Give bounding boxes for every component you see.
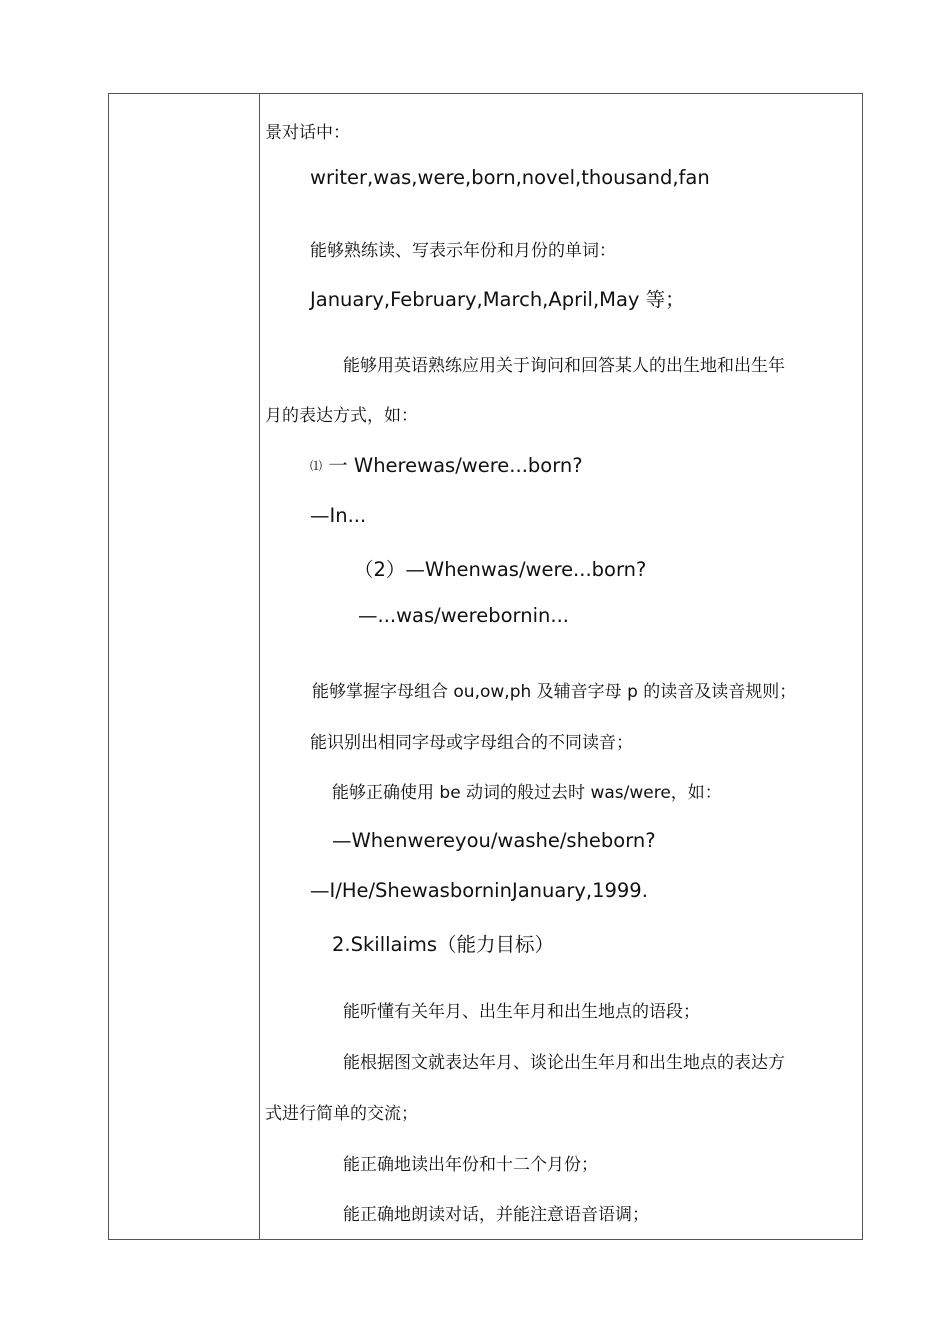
text-line: 能够用英语熟练应用关于询问和回答某人的出生地和出生年	[343, 356, 785, 376]
example-line: —I/He/ShewasborninJanuary,1999.	[310, 879, 648, 902]
section-heading: 2.Skillaims（能力目标）	[332, 933, 555, 956]
text-line: 式进行简单的交流；	[265, 1104, 418, 1124]
months-line: January,February,March,April,May 等；	[310, 288, 685, 311]
text-line: 能听懂有关年月、出生年月和出生地点的语段；	[343, 1002, 700, 1022]
text-line: 景对话中：	[265, 123, 350, 143]
text-line: 能够正确使用 be 动词的般过去时 was/were，如：	[332, 783, 722, 803]
list-marker: ⑴	[310, 459, 323, 473]
vocabulary-line: writer,was,were,born,novel,thousand,fan	[310, 166, 710, 189]
text-line: 月的表达方式，如：	[265, 406, 418, 426]
text-line: 能识别出相同字母或字母组合的不同读音；	[310, 733, 633, 753]
text-line: 能根据图文就表达年月、谈论出生年月和出生地点的表达方	[343, 1053, 785, 1073]
left-empty-cell	[109, 94, 260, 1239]
example-line: —In...	[310, 504, 367, 527]
text-line: 能够熟练读、写表示年份和月份的单词：	[310, 241, 616, 261]
text-line: 能够掌握字母组合 ou,ow,ph 及辅音字母 p 的读音及读音规则；	[312, 682, 797, 702]
example-line: —...was/werebornin...	[358, 604, 569, 627]
text-line: 能正确地读出年份和十二个月份；	[343, 1155, 598, 1175]
example-text: 一 Wherewas/were...born?	[328, 454, 583, 477]
example-line-1	[310, 450, 583, 478]
example-line: —Whenwereyou/washe/sheborn?	[332, 829, 656, 852]
example-line: （2）—Whenwas/were...born?	[354, 558, 647, 581]
text-line: 能正确地朗读对话，并能注意语音语调；	[343, 1205, 649, 1225]
